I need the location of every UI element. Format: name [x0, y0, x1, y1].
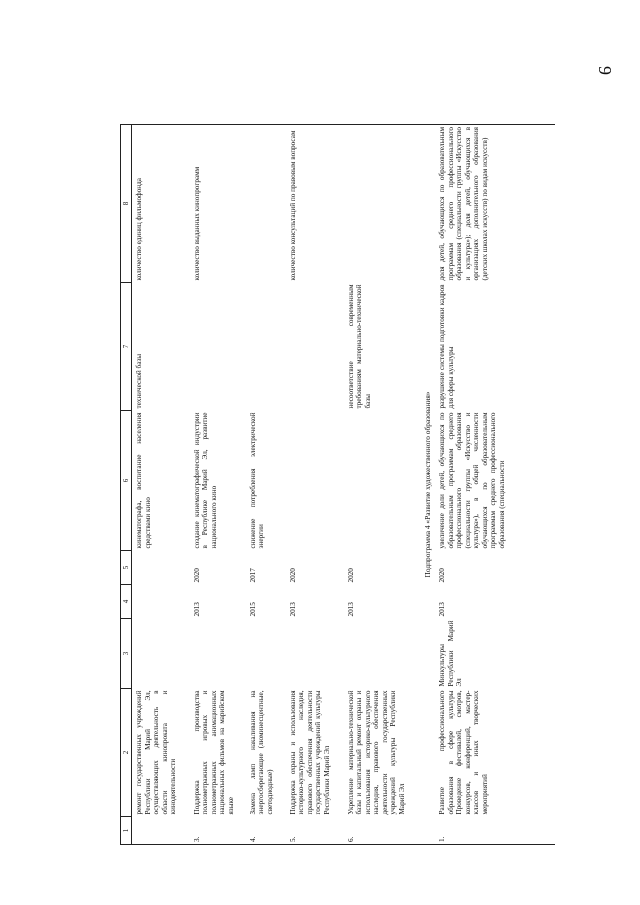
indicator-cell: [344, 125, 422, 283]
end-year-cell: 2020: [288, 568, 297, 583]
row-number: 1.: [435, 817, 555, 845]
executor-cell: Минкультуры Республики Марий Эл: [438, 620, 464, 687]
measure-cell: ремонт государственных учреждений Республики Марий Эл, осуществляющих деятельность в области кинопроката и кинодеятельности: [135, 690, 178, 815]
indicator-cell: [246, 125, 286, 283]
rotated-table-container: [120, 125, 640, 845]
consequences-cell: [286, 283, 344, 411]
result-cell: [344, 411, 422, 551]
indicator-cell: количество выданных кинопрограмм: [190, 125, 246, 283]
result-cell: увеличение доли детей, обучающихся по образовательным программам среднего профессионального образования (специальности группы «Искусство и культура»), в общей численности обучающихся по образовательным программам среднего профессионального образования (специальности: [438, 412, 506, 549]
header-cell: 3: [121, 619, 132, 689]
measure-cell: Укрепление материально-технической базы и капитальный ремонт охраны и использования историко-культурного наследия, правового обеспечения деятельности государственных учреждений культуры Республики Марий Эл: [346, 690, 406, 815]
end-year-cell: 2017: [248, 568, 257, 583]
start-year-cell: 2013: [346, 602, 355, 617]
measure-cell: Замена ламп накаливания на энергосберегающие (люминесцентные, светодиодные): [248, 690, 274, 815]
row-number: [132, 817, 190, 845]
indicator-cell: доля детей, обучающихся по образовательным программам среднего профессионального образования (специальности группы «Искусство и культура»); доля детей, обучающихся в организациях дополнительного образования (детских школах искусств) по видам искусств): [435, 125, 555, 283]
start-year-cell: 2015: [248, 602, 257, 617]
indicator-cell: количество консультаций по правовым вопросам: [286, 125, 344, 283]
row-number: 5.: [286, 817, 344, 845]
result-cell: снижение потребления электрической энергии: [248, 412, 266, 549]
page-number: 9: [595, 66, 615, 75]
row-number: 4.: [246, 817, 286, 845]
row-number: 3.: [190, 817, 246, 845]
result-cell: создание кинематографической индустрии в Республике Марий Эл, развитие национального кино: [192, 412, 218, 549]
start-year-cell: 2013: [438, 602, 447, 617]
result-cell: [286, 411, 344, 551]
consequences-cell: технической базы: [135, 353, 144, 409]
end-year-cell: 2020: [438, 568, 447, 583]
column-number-header: [121, 125, 132, 845]
subprogram-title: Подпрограмма 4 «Развитие художественного образования»: [422, 125, 436, 845]
end-year-cell: [132, 551, 190, 585]
result-cell: кинематографа, воспитание населения средствами кино: [135, 412, 152, 549]
measure-cell: Поддержка охраны и использования историко-культурного наследия, правового обеспечения деятельности государственных учреждений культуры Республики Марий Эл: [288, 690, 331, 815]
table-row: [246, 125, 286, 845]
end-year-cell: 2020: [192, 568, 201, 583]
executor-cell: [190, 619, 246, 689]
consequences-cell: [190, 283, 246, 411]
header-cell: 5: [121, 551, 132, 585]
measure-cell: Поддержка производства полнометражных игровых и полнометражных анимационных национальных фильмов на марийском языке: [192, 690, 235, 815]
executor-cell: [246, 619, 286, 689]
executor-cell: [132, 619, 190, 689]
header-cell: 6: [121, 411, 132, 551]
consequences-cell: [246, 283, 286, 411]
table-row: [344, 125, 422, 845]
table-row: [286, 125, 344, 845]
executor-cell: [286, 619, 344, 689]
header-cell: 8: [121, 125, 132, 283]
row-number: 6.: [344, 817, 422, 845]
indicator-cell: количество единиц фильмофонда: [132, 125, 190, 283]
header-cell: 2: [121, 689, 132, 817]
header-cell: 1: [121, 817, 132, 845]
start-year-cell: 2013: [192, 602, 201, 617]
measures-table: [120, 124, 555, 845]
start-year-cell: [132, 585, 190, 619]
start-year-cell: 2013: [288, 602, 297, 617]
subprogram-row: [422, 125, 436, 845]
table-row: [190, 125, 246, 845]
end-year-cell: 2020: [346, 568, 355, 583]
consequences-cell: разрушение системы подготовки кадров для сферы культуры: [438, 284, 455, 409]
header-cell: 7: [121, 283, 132, 411]
table-row: [435, 125, 555, 845]
table-row: [132, 125, 190, 845]
header-cell: 4: [121, 585, 132, 619]
consequences-cell: несоответствие современным требованиям материально-технической базы: [346, 284, 372, 409]
measure-cell: Развитие профессионального образования в сфере культуры Проведение фестивалей, смотров, конкурсов, конференций, мастер-классов и иных творческих мероприятий: [438, 690, 489, 815]
executor-cell: [344, 619, 422, 689]
